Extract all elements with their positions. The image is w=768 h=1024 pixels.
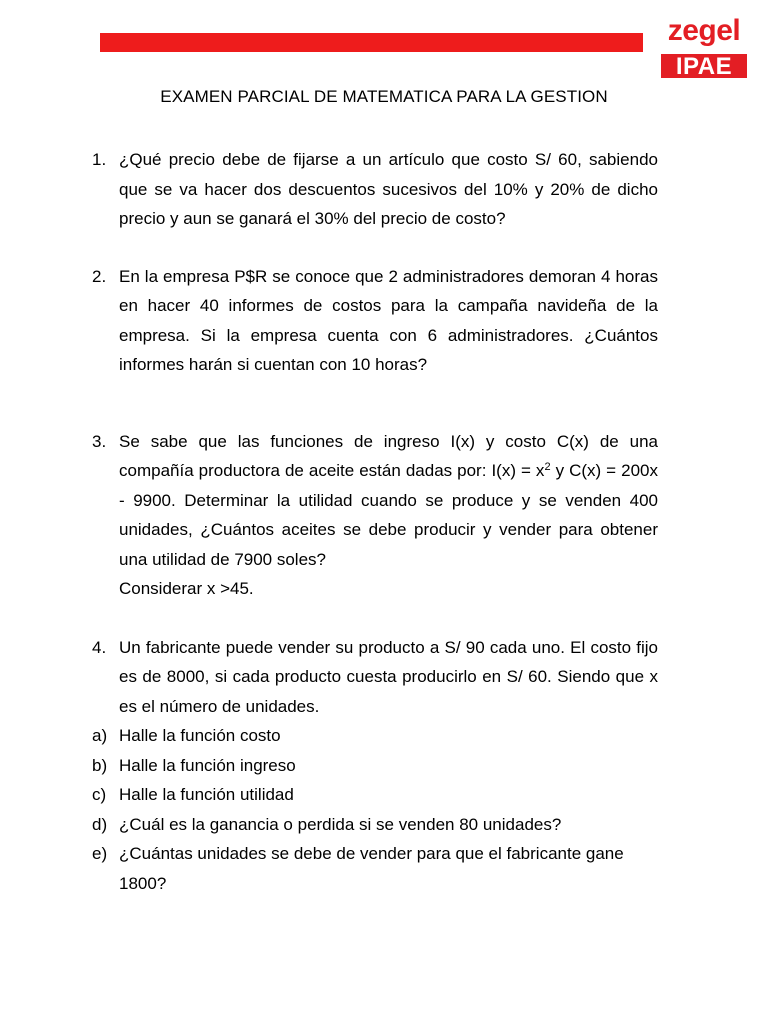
subquestion-text: ¿Cuál es la ganancia o perdida si se venden 80 unidades? <box>119 814 562 834</box>
question-number: 2. <box>92 266 107 286</box>
logo-wordmark-top: zegel <box>667 14 741 47</box>
question-4 <box>92 633 658 722</box>
subquestion-a <box>92 721 658 751</box>
question-1 <box>92 145 658 234</box>
logo-wordmark-bottom: IPAE <box>661 54 747 78</box>
subquestion-letter: a) <box>92 726 108 745</box>
question-number: 3. <box>92 431 107 451</box>
subquestion-text: ¿Cuántas unidades se debe de vender para que el fabricante gane 1800? <box>119 844 624 893</box>
question-text-part: y C(x) = 200x - 9900. Determinar la utilidad cuando se produce y se venden 400 unidades, ¿Cuántos aceites se debe producir y vender para obtener una utilidad de 7900 soles? <box>119 461 658 569</box>
subquestion-letter: c) <box>92 785 107 804</box>
question-3 <box>92 427 658 604</box>
question-2 <box>92 262 658 380</box>
exam-title: EXAMEN PARCIAL DE MATEMATICA PARA LA GESTION <box>160 87 608 106</box>
question-note: Considerar x >45. <box>119 579 254 598</box>
subquestion-e <box>92 839 658 898</box>
exam-questions <box>92 145 658 898</box>
header-red-bar <box>100 33 643 52</box>
subquestion-d <box>92 810 658 840</box>
subquestion-letter: b) <box>92 755 108 775</box>
subquestion-letter: d) <box>92 814 108 834</box>
subquestion-text: Halle la función ingreso <box>119 755 296 775</box>
question-number: 1. <box>92 150 107 169</box>
subquestion-letter: e) <box>92 844 108 863</box>
question-text-part: Se sabe que las funciones de ingreso I(x) y costo C(x) de una compañía productora de aceite están dadas por: I(x) = x <box>119 431 658 480</box>
zegel-ipae-logo <box>661 16 747 78</box>
question-number: 4. <box>92 637 107 657</box>
subquestion-text: Halle la función utilidad <box>119 785 294 804</box>
subquestion-b <box>92 751 658 781</box>
question-text: Un fabricante puede vender su producto a S/ 90 cada uno. El costo fijo es de 8000, si cada producto cuesta producirlo en S/ 60. Siendo que x es el número de unidades. <box>119 637 658 716</box>
question-text: ¿Qué precio debe de fijarse a un artículo que costo S/ 60, sabiendo que se va hacer dos descuentos sucesivos del 10% y 20% de dicho precio y aun se ganará el 30% del precio de costo? <box>119 150 658 228</box>
subquestion-c <box>92 780 658 810</box>
superscript-exponent: 2 <box>544 461 551 473</box>
question-text: En la empresa P$R se conoce que 2 administradores demoran 4 horas en hacer 40 informes de costos para la campaña navideña de la empresa. Si la empresa cuenta con 6 administradores. ¿Cuántos informes harán si cuentan con 10 horas? <box>119 266 658 374</box>
question-text <box>119 427 658 575</box>
subquestion-text: Halle la función costo <box>119 726 281 745</box>
